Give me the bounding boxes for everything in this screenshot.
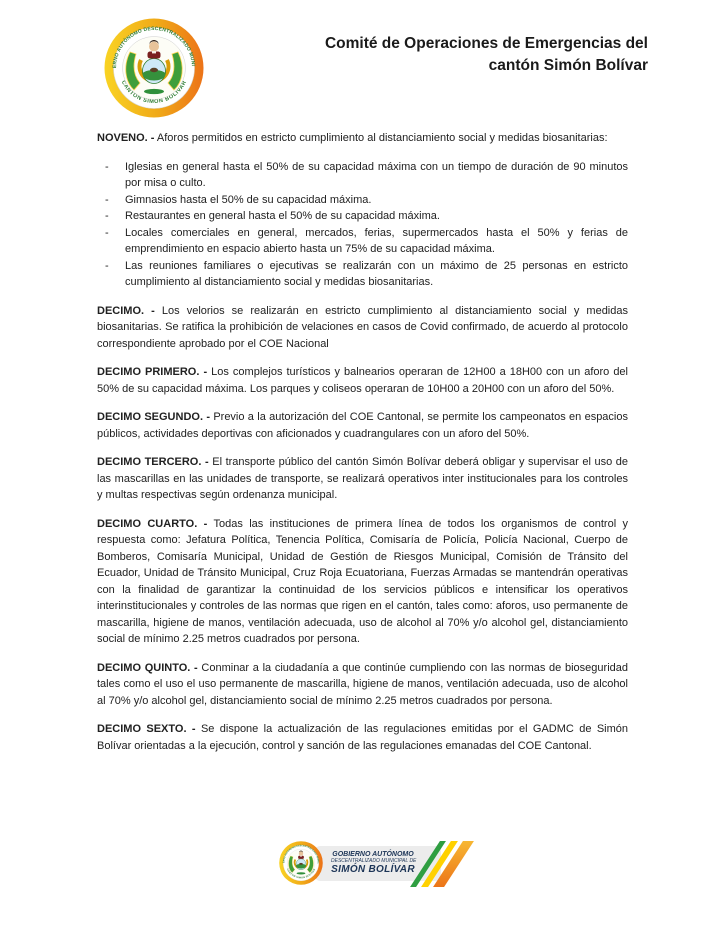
section-decimo-quinto [97, 660, 628, 710]
section-label: DECIMO CUARTO. - [97, 517, 208, 530]
section-text: Previo a la autorización del COE Cantonal, se permite los campeonatos en espacios públicos, actividades deportivas con aficionados y cuadrangulares con un aforo del 50%. [97, 411, 628, 440]
section-text: Aforos permitidos en estricto cumplimiento al distanciamiento social y medidas biosanitarias: [156, 132, 608, 144]
section-decimo-cuarto [97, 516, 628, 648]
section-label: NOVENO. - [97, 132, 155, 144]
section-decimo-segundo [97, 409, 628, 442]
section-label: DECIMO SEXTO. - [97, 723, 196, 735]
list-item [97, 225, 628, 258]
ribbon-stripes [423, 841, 465, 887]
footer [0, 840, 720, 886]
section-decimo-tercero [97, 454, 628, 504]
footer-logo-group [279, 840, 441, 886]
section-label: DECIMO. - [97, 304, 155, 317]
bullet-dash: - [105, 193, 109, 206]
document-title-line1: Comité de Operaciones de Emergencias del [324, 35, 648, 52]
section-noveno [97, 130, 628, 147]
section-decimo-sexto [97, 721, 628, 754]
section-label: DECIMO SEGUNDO. - [97, 411, 210, 423]
footer-banner [315, 846, 441, 881]
list-item [97, 159, 628, 192]
bullet-dash: - [105, 259, 109, 272]
bullet-text: Las reuniones familiares o ejecutivas se realizarán con un máximo de 25 personas en estricto cumplimiento al distanciamiento social y medidas biosanitarias. [125, 259, 628, 288]
section-text: Conminar a la ciudadanía a que continúe cumpliendo con las normas de bioseguridad tales como el uso el uso permanente de mascarilla, higiene de manos, ventilación adecuada, uso de alcohol al 70% y/o alcohol gel, distanciamiento social de mínimo 2.25 metros cuadrados por persona. [97, 661, 628, 707]
list-item [97, 192, 628, 209]
document-title [325, 33, 648, 77]
bullet-dash: - [105, 210, 109, 222]
document-title-line2: cantón Simón Bolívar [488, 57, 648, 74]
section-text: Los complejos turísticos y balnearios operaran de 12H00 a 18H00 con un aforo del 50% de su capacidad máxima. Los parques y coliseos operaran de 10H00 a 20H00 con un aforo del 50%. [97, 366, 628, 395]
footer-org-line1: GOBIERNO AUTÓNOMO [332, 850, 414, 858]
document-body [97, 130, 628, 766]
section-text: Todas las instituciones de primera línea de todos los organismos de control y respuesta como: Jefatura Política, Tenencia Política, Comisaría de Policía, Policía Nacional, Cuerpo de Bomberos, Comisaría Municipal, Unidad de Gestión de Riesgos Municipal, Comisión de Tránsito del Ecuador, Unidad de Tránsito Municipal, Cruz Roja Ecuatoriana, Fuerzas Armadas se mantendrán operativas con la finalidad de garantizar la continuidad de los servicios públicos e intensificar los operativos interinstitucionales y controles de las normas que rigen en el cantón, tales como: aforos, uso permanente de mascarilla, higiene de manos, ventilación adecuada, uso de alcohol al 70% y/o alcohol gel, distanciamiento social de mínimo 2.25 metros cuadrados por persona. [97, 517, 629, 645]
section-text: Se dispone la actualización de las regulaciones emitidas por el GADMC de Simón Bolívar orientadas a la ejecución, control y sanción de las regulaciones emanadas del COE Cantonal. [97, 723, 629, 752]
section-text: Los velorios se realizarán en estricto cumplimiento al distanciamiento social y medidas biosanitarias. Se ratifica la prohibición de velaciones en casos de Covid confirmado, de acuerdo al protocolo correspondiente aprobado por el COE Nacional [97, 304, 628, 350]
list-item [97, 208, 628, 225]
section-text: El transporte público del cantón Simón Bolívar deberá obligar y supervisar el uso de las mascarillas en las unidades de transporte, se realizará operativos inter institucionales para los controles y multas respectivas según ordenanza municipal. [97, 456, 628, 501]
bullet-dash: - [105, 160, 109, 173]
section-decimo [97, 303, 628, 353]
bullet-text: Gimnasios hasta el 50% de su capacidad máxima. [125, 193, 372, 206]
footer-org-line3: SIMÓN BOLÍVAR [331, 864, 415, 876]
bullet-text: Iglesias en general hasta el 50% de su capacidad máxima con un tiempo de duración de 90 minutos por misa o culto. [125, 160, 628, 189]
bullet-text: Restaurantes en general hasta el 50% de su capacidad máxima. [125, 210, 440, 222]
section-label: DECIMO TERCERO. - [97, 456, 209, 468]
section-label: DECIMO QUINTO. - [97, 661, 198, 674]
section-decimo-primero [97, 364, 628, 397]
bullet-dash: - [105, 226, 109, 239]
list-item [97, 258, 628, 291]
bullet-text: Locales comerciales en general, mercados, ferias, supermercados hasta el 50% y ferias de emprendimiento en espacio abierto hasta un 75% de su capacidad máxima. [125, 226, 628, 255]
section-label: DECIMO PRIMERO. - [97, 366, 208, 378]
footer-org-line2: DESCENTRALIZADO MUNICIPAL DE [331, 858, 417, 865]
bullet-list [97, 159, 628, 291]
municipal-seal-logo [104, 18, 204, 118]
footer-seal-logo [279, 841, 323, 885]
